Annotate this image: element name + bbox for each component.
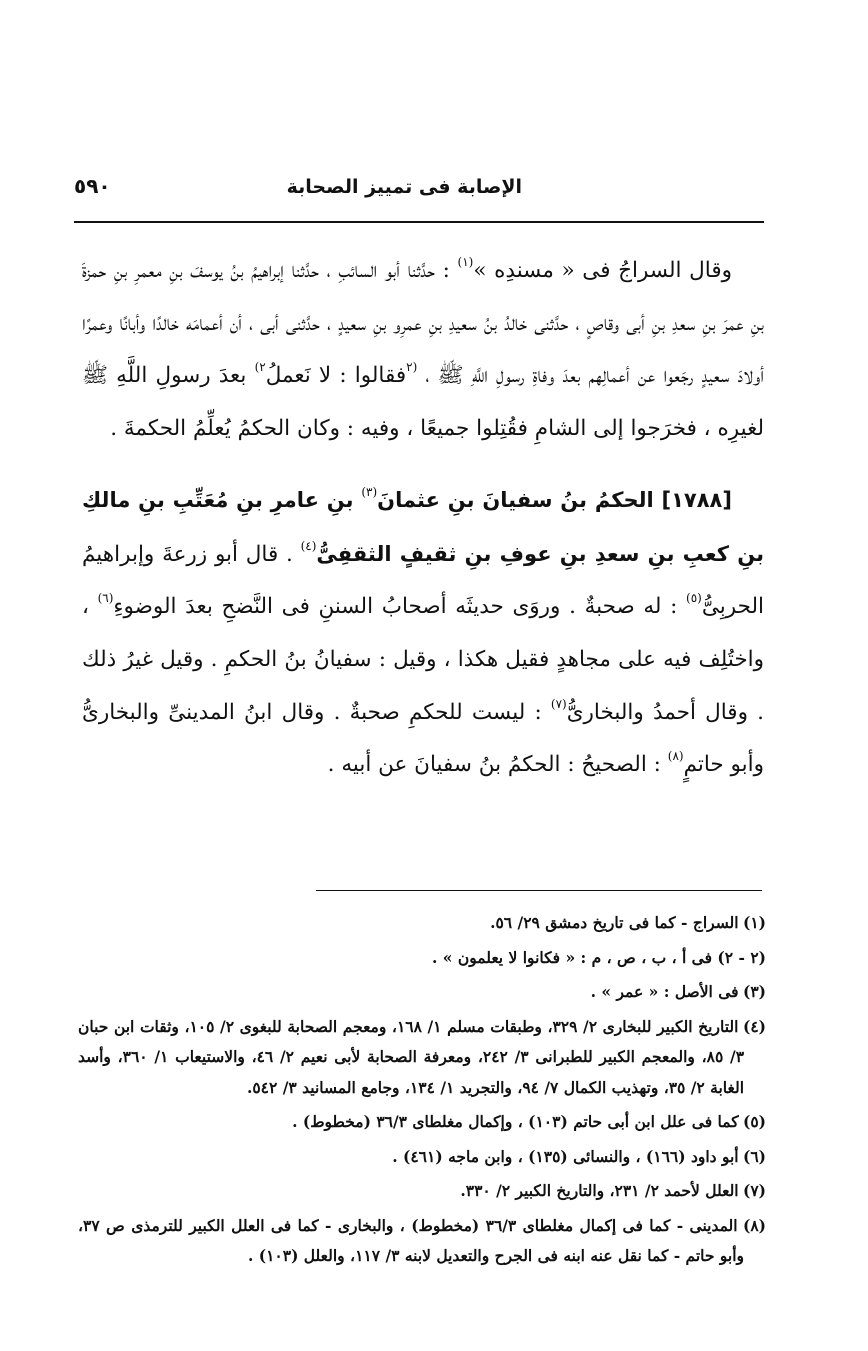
footnote-text: كما فى علل ابن أبى حاتم (١٠٣) ، وإكمال مغلطاى ٣٦/٣ (مخطوط) .	[292, 1112, 739, 1131]
footnote	[78, 977, 766, 1008]
footnote-marker: (١)	[457, 255, 474, 269]
body-text: ، واختُلِف فيه على مجاهدٍ فقيل هكذا ، وقيل : سفيانُ بنُ الحكمِ . وقيل غيرُ ذلك . وقال أحمدُ والبخارىُّ	[82, 594, 764, 725]
footnote-number: (٣)	[742, 982, 766, 1001]
footnotes-rule	[316, 890, 762, 891]
footnote	[78, 1211, 766, 1272]
body-text: : ليست للحكمِ صحبةٌ . وقال ابنُ المدينىِّ والبخارىُّ وأبو حاتمٍ	[82, 699, 764, 778]
footnote-marker: (٤)	[300, 538, 317, 553]
body-text: وقال السراجُ فى « مسندِه »	[473, 258, 732, 283]
footnote	[78, 943, 766, 974]
paragraph-siraj-narration	[82, 245, 764, 456]
page-number: ٥٩٠	[74, 174, 111, 198]
footnote-marker: (٨)	[667, 749, 684, 764]
footnote-number: (٨)	[742, 1215, 766, 1235]
footnote-text: فى أ ، ب ، ص ، م : « فكانوا لا يعلمون » .	[431, 947, 713, 967]
footnote-number: (٥)	[742, 1112, 766, 1131]
footnote-number: (٧)	[742, 1181, 766, 1200]
biography-entry-1788	[82, 474, 764, 792]
footnote	[78, 1176, 766, 1207]
body-text: . قال أبو زرعةَ وإبراهيمُ الحربِىُّ	[82, 541, 764, 620]
body-text: بعدَ رسولِ اللَّهِ ﷺ لغيرِه ، فخرَجوا إلى الشامِ فقُتِلوا جميعًا ، وفيه : وكان الحكمُ يُعلِّمُ الحكمةَ .	[82, 363, 764, 442]
footnotes	[78, 908, 766, 1276]
footnote-text: العلل لأحمد ٢/ ٢٣١، والتاريخ الكبير ٢/ ٣٣٠.	[460, 1181, 739, 1200]
body-text: : الصحيحُ : الحكمُ بنُ سفيانَ عن أبيه .	[327, 752, 668, 778]
footnote-number: (٦)	[742, 1146, 766, 1166]
footnote-text: التاريخ الكبير للبخارى ٢/ ٣٢٩، وطبقات مسلم ١/ ١٦٨، ومعجم الصحابة للبغوى ٢/ ١٠٥، وثقات ابن حبان ٣/ ٨٥، والمعجم الكبير للطبرانى ٣/ ٢٤٢، ومعرفة الصحابة لأبى نعيم ٢/ ٤٦، والاستيعاب ١/ ٣٦٠، وأسد الغابة ٢/ ٣٥، وتهذيب الكمال ٧/ ٩٤، والتجريد ١/ ١٣٤، وجامع المسانيد ٣/ ٥٤٢.	[78, 1016, 745, 1097]
footnote-number: (١)	[742, 913, 766, 932]
running-header	[74, 172, 762, 208]
footnote	[78, 1142, 766, 1173]
body-text: فقالوا : لا نَعملُ	[265, 363, 407, 389]
footnote-number: (٤)	[742, 1016, 766, 1036]
footnote-marker: (٢	[406, 360, 418, 375]
footnote-text: أبو داود (١٦٦) ، والنسائى (١٣٥) ، وابن ماجه (٤٦١) .	[392, 1146, 739, 1166]
entry-heading: [١٧٨٨] الحكمُ بنُ سفيانَ بنِ عثمانَ	[377, 487, 732, 512]
entry-heading: بنِ عامرِ بنِ مُعَتِّبِ بنِ مالكِ بنِ كعبِ بنِ سعدِ بنِ عوفِ بنِ ثقيفٍ الثقفِىُّ	[82, 487, 765, 566]
footnote	[78, 908, 766, 939]
main-text	[82, 245, 764, 792]
footnote-marker: (٧)	[550, 696, 567, 711]
body-text: : له صحبةٌ . وروَى حديثَه أصحابُ السننِ فى النَّضحِ بعدَ الوضوءِ	[113, 594, 686, 620]
footnote-text: فى الأصل : « عمر » .	[590, 982, 739, 1001]
footnote	[78, 1107, 766, 1138]
header-rule	[74, 221, 764, 223]
footnote-marker: (٣)	[361, 484, 378, 499]
body-text: : حدَّثنا أبو السائبِ ، حدَّثنا إبراهيمُ بنُ يوسفَ بنِ معمرِ بنِ حمزةَ بنِ عمرَ بنِ سعدِ بنِ أبى وقاصٍ ، حدَّثنى خالدُ بنُ سعيدِ بنِ عمرِو بنِ سعيدٍ ، حدَّثنى أبى ، أن أعمامَه خالدًا وأبانًا وعمرًا أولادَ سعيدٍ رجَعوا عن أعمالِهم بعدَ وفاةِ رسولِ اللَّهِ ﷺ ،	[82, 258, 764, 389]
footnote-number: (٢ - ٢)	[717, 947, 766, 967]
footnote-marker: (٥)	[686, 591, 702, 606]
footnote-marker: ٢)	[254, 360, 266, 375]
running-title: الإصابة فى تمييز الصحابة	[286, 176, 522, 198]
footnote-marker: (٦)	[97, 591, 114, 606]
footnote-text: السراج - كما فى تاريخ دمشق ٢٩/ ٥٦.	[490, 913, 739, 932]
footnote-text: المدينى - كما فى إكمال مغلطاى ٣٦/٣ (مخطوط) ، والبخارى - كما فى العلل الكبير للترمذى ص ٣٧، وأبو حاتم - كما نقل عنه ابنه فى الجرح والتعديل لابنه ٣/ ١١٧، والعلل (١٠٣) .	[78, 1215, 744, 1265]
footnote	[78, 1012, 766, 1104]
